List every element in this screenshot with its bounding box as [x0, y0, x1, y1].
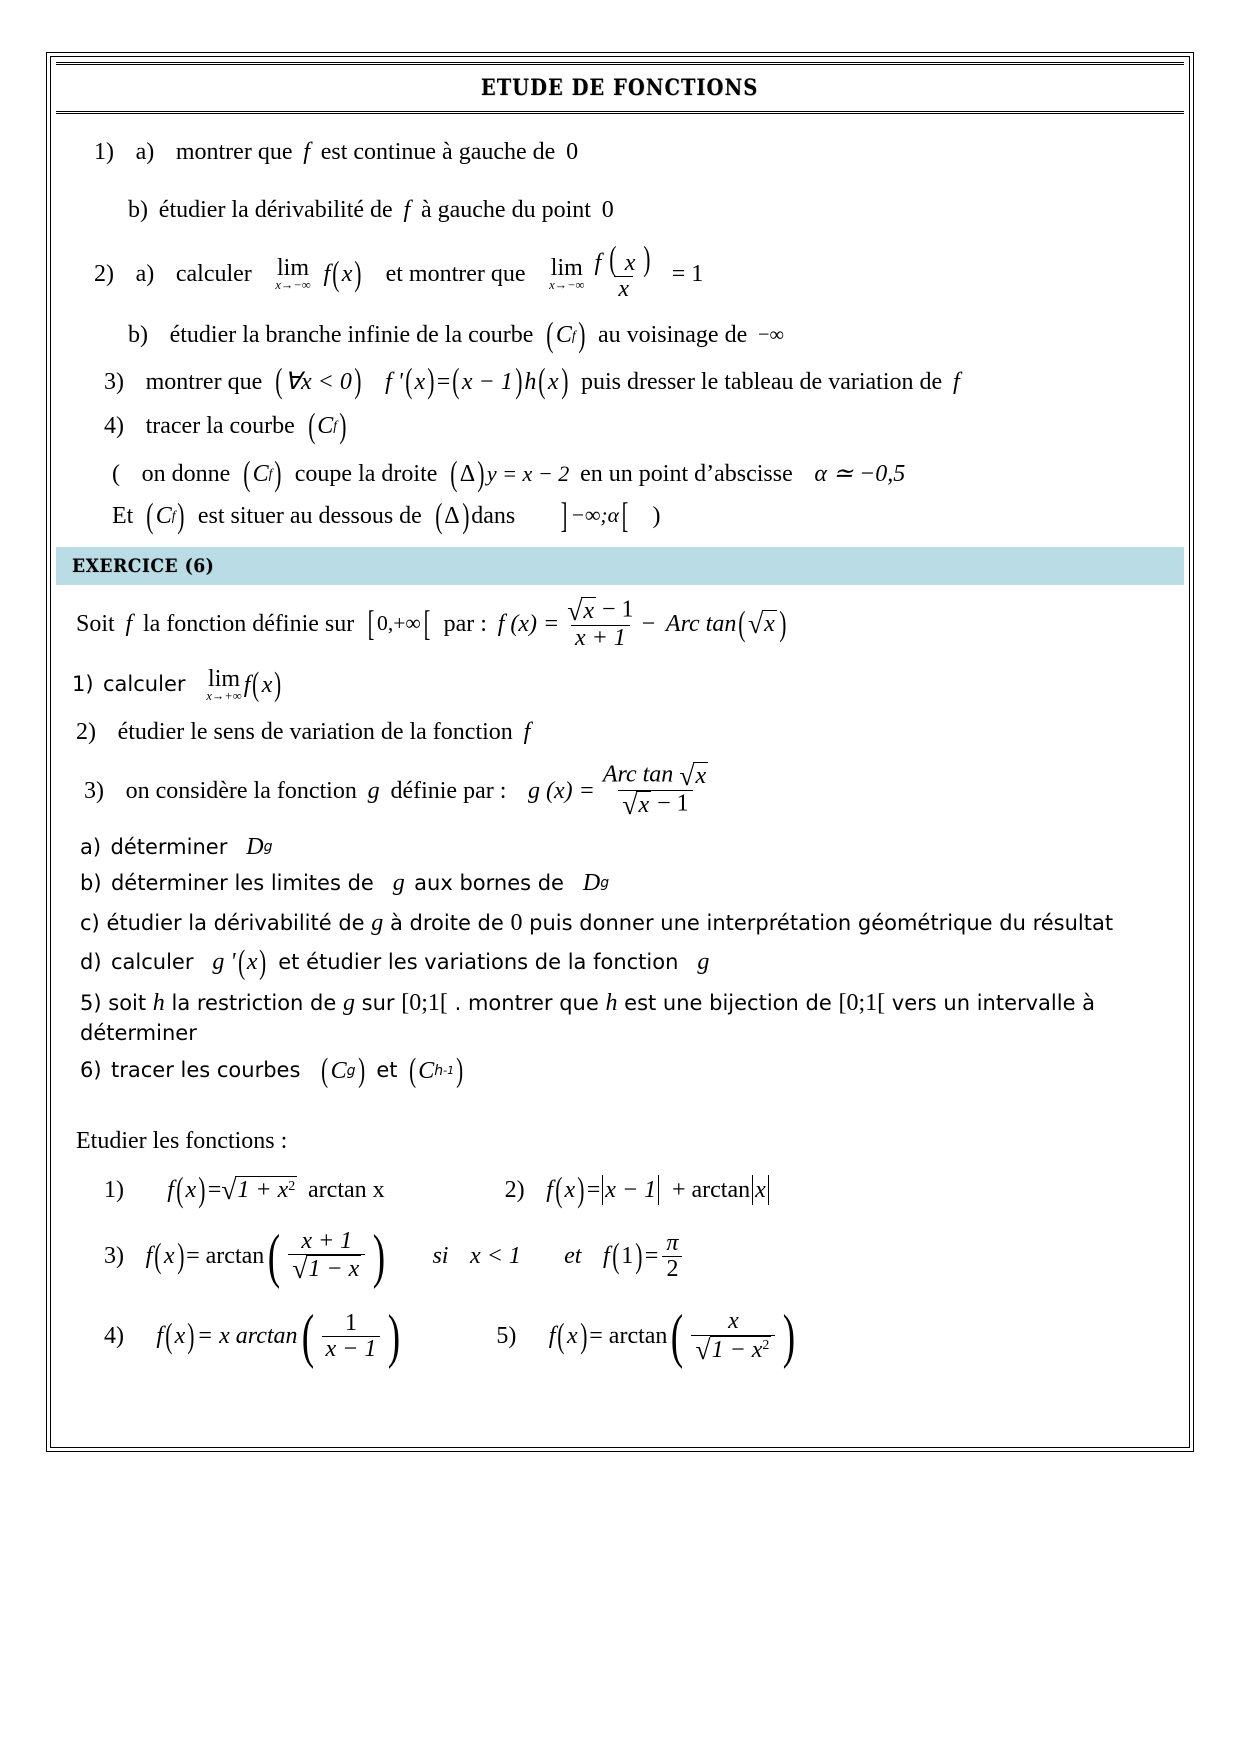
note-line-1 [70, 453, 1170, 493]
q2b-curve: C [555, 322, 572, 349]
study-item-1-lhs: f [167, 1177, 174, 1204]
paren-close-icon: ) [477, 453, 485, 493]
sqrt-exponent: 2 [288, 1178, 296, 1194]
radical-icon: √ [622, 789, 638, 821]
q5-text-montrer: montrer que [467, 991, 599, 1016]
fraction-f-definition [563, 594, 637, 651]
paren-close-icon: ) [456, 1051, 464, 1089]
intro-par: par : [443, 610, 487, 637]
q5-label: 5) [80, 991, 102, 1016]
fraction-g-definition [599, 762, 712, 819]
sqrt-body: 1 − x [711, 1336, 763, 1363]
note-line-2 [70, 495, 1170, 536]
radical-icon: √ [221, 1174, 237, 1206]
e6q2-var: f [523, 719, 531, 746]
question-2a [70, 239, 1170, 303]
note1-curve-sub: f [268, 465, 273, 481]
paren-open-icon: ( [332, 254, 340, 294]
q5-text-middle: la restriction de [171, 991, 337, 1016]
q1b-value: 0 [601, 197, 614, 223]
q2a-label: a) [135, 261, 155, 288]
q3c-text-after: puis donner une interprétation géométrique du résultat [529, 911, 1114, 936]
q3d-text-before: calculer [110, 949, 194, 974]
e6q3-label: 3) [84, 777, 104, 804]
limit-operator-1 [275, 256, 310, 291]
paren-open-icon: ( [611, 1236, 620, 1276]
q2b-text-before: étudier la branche infinie de la courbe [169, 322, 534, 349]
interval-close-bracket-icon: [ [621, 495, 629, 536]
paren-close-icon: ) [357, 1051, 365, 1089]
exercise6-q3d [70, 943, 1170, 981]
study-item-3-value-fn: f [603, 1243, 610, 1270]
radical-icon: √ [292, 1253, 308, 1285]
question-1a [70, 140, 1170, 164]
sqrt-x-arctan [747, 607, 777, 639]
q3-derivative-arg: x [414, 368, 426, 395]
q6-label: 6) [80, 1058, 102, 1083]
q3c-var: g [371, 910, 384, 937]
fraction-f-over-x [590, 239, 657, 303]
q1b-label: b) [128, 197, 148, 223]
study-item-3-eq: = arctan [186, 1243, 265, 1270]
study-item-2-abs1: x − 1 [605, 1177, 657, 1204]
exercise6-q5 [70, 987, 1170, 1048]
exercise6-intro [70, 594, 1170, 651]
radical-icon: √ [747, 607, 764, 639]
lim-under: x→−∞ [275, 278, 311, 293]
exercise-6-title: EXERCICE (6) [72, 554, 215, 577]
fraction-numerator [599, 762, 712, 790]
frac-num-fn: f [594, 250, 602, 276]
paren-open-icon: ( [176, 1170, 184, 1210]
exercise6-q3c [70, 907, 1170, 939]
sqrt-content: x [764, 610, 775, 637]
q3c-text-middle: à droite de [389, 911, 504, 936]
fraction-item-3 [288, 1229, 365, 1283]
study-item-4-eq: = x arctan [196, 1323, 298, 1350]
study-item-2-arg: x [564, 1177, 576, 1204]
fraction-item-4 [322, 1311, 381, 1362]
fraction-numerator: 1 [344, 1309, 357, 1336]
paren-close-icon: ) [354, 254, 362, 294]
q3-equals: = [436, 368, 451, 395]
paren-close-icon: ) [560, 361, 568, 401]
q5-var-h: h [152, 990, 165, 1017]
study-item-3-label: 3) [104, 1243, 124, 1270]
paren-close-icon: ) [373, 1222, 386, 1289]
paren-close-icon: ) [461, 495, 470, 535]
paren-close-icon: ) [177, 495, 185, 535]
study-item-4-lhs: f [156, 1323, 164, 1350]
note1-curve: C [252, 460, 269, 487]
q3-factor2-arg: x [547, 368, 559, 395]
study-item-5-eq: = arctan [589, 1323, 668, 1350]
q6-text-et: et [376, 1058, 398, 1083]
q3b-set: D [582, 870, 601, 897]
sqrt-x [567, 594, 596, 626]
fraction-denominator [288, 1254, 365, 1283]
paren-open-icon: ( [165, 1316, 173, 1356]
study-item-3-cond: x < 1 [470, 1243, 521, 1270]
q6-curve2: C [418, 1057, 435, 1084]
q2-label: 2) [94, 261, 114, 288]
intro-domain: 0,+∞ [377, 611, 421, 636]
limit-operator-3 [206, 667, 241, 702]
note2-interval: −∞;α [570, 503, 619, 527]
q6-curve2-sub: h [434, 1062, 444, 1079]
fraction-pi-over-2 [662, 1231, 682, 1282]
question-4 [70, 405, 1170, 445]
note2-close: ) [652, 502, 661, 529]
q1b-text-after: à gauche du point [420, 197, 591, 223]
interval-open-bracket-icon: ] [561, 495, 568, 536]
paren-close-icon: ) [579, 1316, 588, 1356]
paren-open-icon: ( [450, 453, 458, 493]
q2a-arg: x [341, 261, 353, 288]
paren-open-icon: ( [452, 361, 460, 401]
q5-var-g: g [342, 990, 355, 1017]
note1-text-after: en un point d’abscisse [580, 460, 793, 487]
paren-open-icon: ( [405, 361, 413, 401]
paren-open-icon: ( [321, 1051, 329, 1089]
note2-text-before: Et [112, 502, 134, 529]
study-row-1 [70, 1170, 1170, 1210]
q3-var: f [952, 368, 960, 395]
paren-close-icon: ) [635, 1236, 643, 1276]
paren-close-icon: ) [354, 361, 362, 401]
study-item-3-value-arg: 1 [621, 1243, 634, 1270]
note1-text-middle: coupe la droite [294, 460, 438, 487]
study-item-5-label: 5) [496, 1323, 517, 1350]
note2-curve-sub: f [171, 508, 176, 524]
study-item-1-eq: = [207, 1177, 222, 1204]
study-section-heading [70, 1129, 1170, 1153]
note1-open: ( [112, 460, 120, 487]
q3c-label: c) [80, 911, 100, 936]
study-item-3-lhs: f [145, 1243, 153, 1270]
exercise6-q3 [70, 762, 1170, 819]
study-item-2-label: 2) [504, 1177, 525, 1204]
e6q2-text: étudier le sens de variation de la fonction [117, 719, 513, 746]
q4-label: 4) [104, 412, 124, 439]
study-item-3-si: si [432, 1243, 449, 1270]
sqrt-exponent: 2 [762, 1337, 770, 1353]
sqrt-1-minus-x [292, 1255, 361, 1283]
e6q3-text: on considère la fonction [125, 777, 357, 804]
paren-open-icon: ( [546, 315, 554, 355]
g-den-rest: − 1 [657, 790, 689, 817]
fraction-denominator: x [614, 276, 633, 302]
paren-open-icon: ( [609, 239, 617, 278]
paren-close-icon: ) [427, 361, 435, 401]
e6q3-text-after: définie par : [390, 777, 507, 804]
q5-interval-2: [0;1[ [838, 990, 886, 1017]
q1a-value: 0 [566, 139, 579, 165]
q3-factor1: x − 1 [461, 368, 513, 395]
intro-fn: f (x) = [497, 610, 560, 637]
paren-open-icon: ( [237, 943, 245, 981]
paren-open-icon: ( [301, 1302, 314, 1369]
page-border [46, 52, 1194, 1452]
paren-close-icon: ) [388, 1302, 401, 1369]
paren-close-icon: ) [514, 361, 523, 401]
fraction-numerator: x [728, 1308, 739, 1335]
study-item-4-label: 4) [104, 1323, 124, 1350]
paren-open-icon: ( [154, 1236, 162, 1276]
q1a-var: f [303, 139, 310, 165]
paren-open-icon: ( [146, 495, 154, 535]
exercise6-q6 [70, 1051, 1170, 1089]
q5-text-bijection: est une bijection de [624, 991, 832, 1016]
study-heading-text: Etudier les fonctions : [76, 1128, 288, 1155]
document-title-bar [56, 62, 1184, 114]
e6q1-arg: x [261, 671, 273, 698]
sqrt-content: x [638, 792, 650, 819]
q5-text-vers: vers un intervalle à déterminer [80, 991, 1096, 1046]
sqrt-content [710, 1336, 772, 1364]
sqrt-body: 1 + x [237, 1177, 289, 1204]
q3-text-before: montrer que [145, 368, 263, 395]
q4-text: tracer la courbe [145, 412, 295, 439]
paren-open-icon: ( [268, 1222, 281, 1289]
q3a-text: déterminer [110, 834, 228, 859]
exercise6-q3a [70, 835, 1170, 859]
sqrt-content: x [695, 763, 707, 790]
paren-open-icon: ( [275, 361, 283, 401]
paren-close-icon: ) [198, 1170, 206, 1210]
radical-icon: √ [567, 594, 583, 626]
fraction-numerator [563, 594, 637, 626]
e6q1-text: calculer [103, 672, 186, 697]
q2b-curve-sub: f [571, 327, 576, 343]
lim2-op: lim [550, 255, 583, 282]
paren-open-icon: ( [434, 495, 443, 535]
sqrt-1-minus-x2 [695, 1333, 771, 1365]
intro-var: f [125, 610, 133, 637]
fraction-numerator: π [666, 1229, 679, 1256]
q6-curve1: C [330, 1057, 347, 1084]
intro-minus: − [641, 610, 656, 637]
q3-factor2-fn: h [524, 368, 537, 395]
study-item-1-arg: x [185, 1177, 197, 1204]
note1-text-before: on donne [141, 460, 231, 487]
paren-close-icon: ) [783, 1302, 796, 1369]
fraction-item-5 [691, 1309, 775, 1363]
study-item-2-abs2: x [755, 1177, 766, 1204]
abs-bar-icon [602, 1175, 603, 1205]
lim-under: x→+∞ [206, 688, 242, 703]
q2a-equals: = 1 [671, 261, 704, 288]
note2-text-middle: est situer au dessous de [197, 502, 422, 529]
q6-curve2-sup: -1 [443, 1064, 455, 1078]
study-item-5-arg: x [567, 1323, 578, 1350]
exercise-6-header [56, 547, 1184, 585]
fraction-denominator [618, 790, 692, 819]
q2b-text-after: au voisinage de [597, 322, 748, 349]
q3c-value: 0 [510, 910, 523, 937]
paren-open-icon: ( [307, 405, 316, 445]
frac-num-arg: x [624, 250, 636, 276]
q1b-var: f [403, 197, 411, 223]
paren-close-icon: ) [274, 453, 282, 493]
abs-bar-icon [658, 1175, 659, 1205]
q3b-text-before: déterminer les limites de [110, 870, 374, 895]
paren-close-icon: ) [778, 603, 787, 643]
note1-line: Δ [459, 460, 476, 487]
lim-op: lim [208, 665, 241, 692]
q5-interval-1: [0;1[ [401, 990, 448, 1017]
exercise6-q2 [70, 720, 1170, 744]
question-3 [70, 361, 1170, 401]
q3b-label: b) [80, 870, 102, 895]
q3d-text-after: et étudier les variations de la fonction [278, 949, 679, 974]
sqrt-x-den [622, 791, 651, 819]
intro-text-before: Soit [76, 610, 115, 637]
e6q1-label: 1) [72, 672, 94, 697]
q4-curve-sub: f [333, 417, 337, 433]
q1a-text-before: montrer que [175, 139, 293, 165]
fraction-denominator: x − 1 [322, 1336, 381, 1362]
paren-close-icon: ) [577, 315, 585, 355]
study-item-1-tail: arctan x [308, 1177, 385, 1204]
q2b-label: b) [128, 322, 148, 349]
q5-text-sur: sur [361, 991, 395, 1016]
study-row-2 [70, 1222, 1170, 1289]
radical-icon: √ [695, 1333, 711, 1365]
study-item-1-label: 1) [104, 1177, 124, 1204]
question-1b [70, 198, 1170, 222]
paren-open-icon: ( [555, 1170, 563, 1210]
document-body [56, 139, 1184, 1369]
study-item-2-plus: + arctan [671, 1177, 751, 1204]
page-title: ETUDE DE FONCTIONS [481, 75, 759, 101]
exercise6-q3b [70, 871, 1170, 895]
sqrt-content: x [583, 597, 595, 624]
q3c-text-before: étudier la dérivabilité de [106, 911, 365, 936]
paren-close-icon: ) [187, 1316, 195, 1356]
study-row-3 [70, 1302, 1170, 1369]
study-item-2-lhs: f [546, 1177, 553, 1204]
study-item-3-arg: x [163, 1243, 175, 1270]
numerator-rest: − 1 [602, 596, 634, 623]
q2a-fn: f [323, 261, 331, 288]
intro-arctan: Arc tan [665, 610, 737, 637]
q3b-text-after: aux bornes de [414, 870, 564, 895]
paren-open-icon: ( [538, 361, 546, 401]
note2-curve: C [155, 502, 172, 529]
q1-label: 1) [94, 139, 114, 165]
lim-op: lim [277, 255, 310, 282]
fraction-denominator: 2 [662, 1256, 682, 1282]
g-num-arctan: Arc tan [602, 761, 674, 788]
q1a-label: a) [135, 139, 155, 165]
paren-close-icon: ) [577, 1170, 585, 1210]
q3a-set: D [246, 834, 264, 861]
note1-alpha: α ≃ −0,5 [814, 460, 906, 487]
study-item-5-lhs: f [548, 1323, 556, 1350]
abs-bar-icon [752, 1175, 753, 1205]
paren-open-icon: ( [738, 603, 746, 643]
study-item-3-value-eq: = [644, 1243, 659, 1270]
q3d-deriv: g ' [212, 949, 236, 976]
q6-curve1-sub: g [346, 1062, 356, 1079]
paren-close-icon: ) [643, 239, 651, 278]
sqrt-content [235, 1176, 297, 1204]
paren-close-icon: ) [274, 665, 282, 703]
q1b-text-before: étudier la dérivabilité de [158, 197, 393, 223]
domain-close-bracket-icon: [ [423, 603, 431, 644]
paren-close-icon: ) [259, 943, 267, 981]
intro-text-middle: la fonction définie sur [142, 610, 355, 637]
q3d-var: g [697, 949, 710, 976]
question-2b [70, 315, 1170, 355]
q3d-label: d) [80, 949, 102, 974]
q5-text-dot: . [454, 991, 462, 1016]
q3a-set-sub: g [263, 839, 273, 856]
q3-text-after: puis dresser le tableau de variation de [580, 368, 943, 395]
note2-text-after: dans [471, 502, 516, 529]
q5-text-before: soit [108, 991, 147, 1016]
paren-open-icon: ( [252, 665, 260, 703]
exercise6-q1 [70, 667, 1170, 702]
q3b-var: g [392, 870, 405, 897]
radical-icon: √ [679, 760, 695, 792]
fraction-denominator: x + 1 [571, 625, 630, 651]
fraction-numerator [590, 239, 657, 278]
q3-label: 3) [104, 368, 124, 395]
limit-operator-2 [549, 256, 584, 291]
sqrt-content: 1 − x [308, 1256, 360, 1283]
q3b-set-sub: g [600, 875, 610, 892]
e6q2-label: 2) [76, 719, 96, 746]
study-item-4-arg: x [174, 1323, 186, 1350]
e6q1-fn: f [243, 671, 251, 698]
q2b-value: −∞ [758, 324, 785, 347]
q3d-deriv-arg: x [246, 949, 258, 976]
e6q3-var: g [367, 777, 380, 804]
q3a-label: a) [80, 834, 102, 859]
paren-close-icon: ) [339, 405, 347, 445]
q2a-text-before: calculer [175, 261, 252, 288]
paren-close-icon: ) [176, 1236, 184, 1276]
study-item-3-et: et [564, 1243, 582, 1270]
paren-open-icon: ( [671, 1302, 684, 1369]
paren-open-icon: ( [409, 1051, 417, 1089]
fraction-denominator [691, 1335, 775, 1364]
e6q3-fn: g (x) = [528, 777, 595, 804]
note2-line: Δ [444, 502, 460, 529]
sqrt-x-num [679, 762, 708, 790]
q3-derivative: f ' [385, 368, 403, 395]
paren-open-icon: ( [557, 1316, 565, 1356]
q2a-text-middle: et montrer que [385, 261, 526, 288]
q3-condition: ∀x < 0 [284, 368, 352, 395]
lim2-under: x→−∞ [549, 278, 585, 293]
q4-curve: C [317, 412, 334, 439]
fraction-numerator: x + 1 [301, 1228, 353, 1255]
sqrt-1-plus-x2 [221, 1176, 297, 1204]
abs-bar-icon [768, 1175, 769, 1205]
q1a-text-after: est continue à gauche de [320, 139, 556, 165]
q6-text: tracer les courbes [111, 1058, 301, 1083]
paren-open-icon: ( [243, 453, 251, 493]
q5-var-h2: h [605, 990, 618, 1017]
study-item-2-eq: = [586, 1177, 601, 1204]
domain-open-bracket-icon: [ [367, 603, 375, 644]
note1-equation: y = x − 2 [486, 460, 570, 486]
